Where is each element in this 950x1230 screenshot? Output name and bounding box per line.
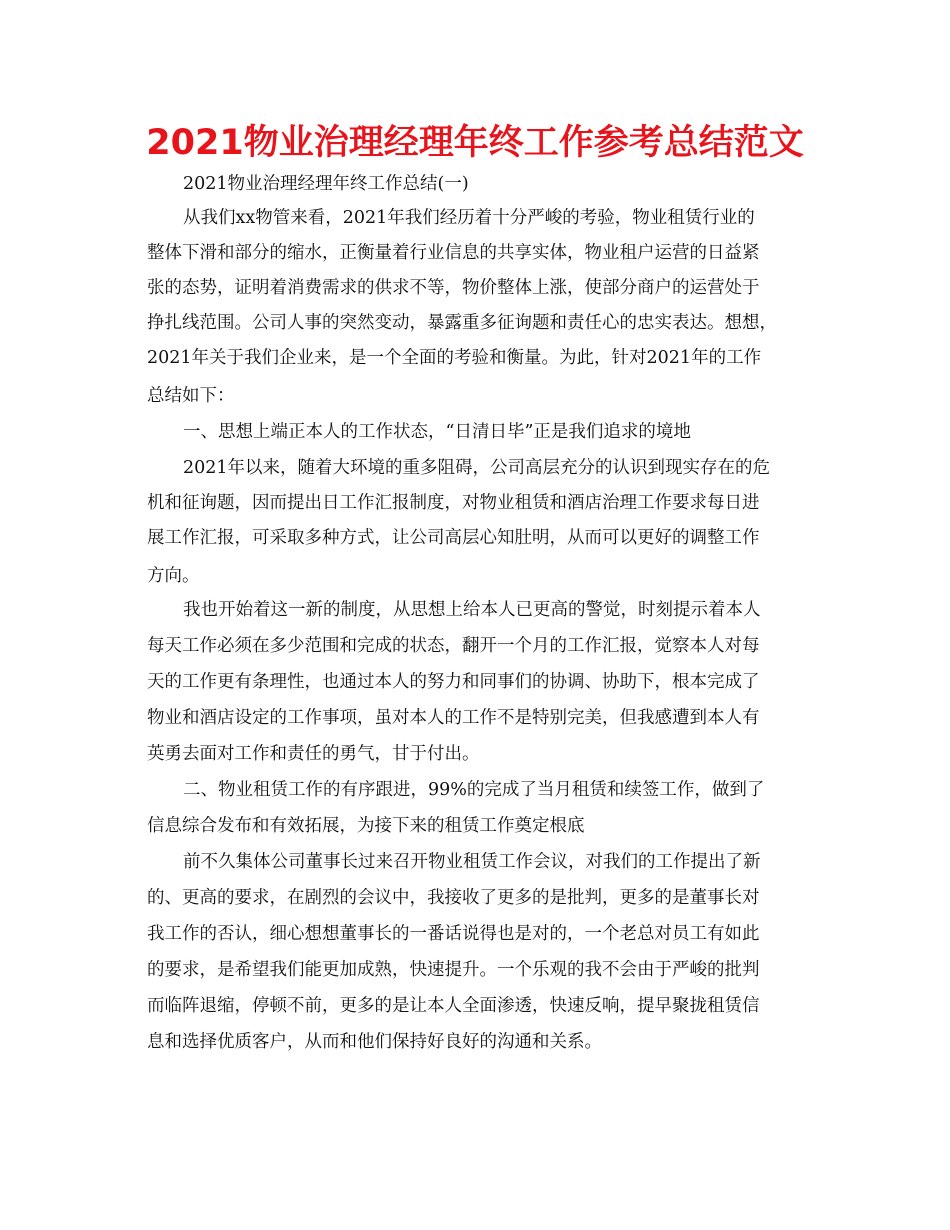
paragraph-line: 2021年关于我们企业来，是一个全面的考验和衡量。为此，针对2021年的工作 [147, 348, 762, 368]
paragraph-line: 2021年以来，随着大环境的重多阻碍，公司高层充分的认识到现实存在的危 [183, 458, 771, 478]
paragraph-line: 前不久集体公司董事长过来召开物业租赁工作会议，对我们的工作提出了新 [183, 852, 761, 872]
paragraph-line: 每天工作必须在多少范围和完成的状态，翻开一个月的工作汇报，觉察本人对每 [147, 636, 760, 656]
paragraph-line: 张的态势，证明着消费需求的供求不等，物价整体上涨，使部分商户的运营处于 [147, 278, 760, 298]
paragraph-line: 的、更高的要求，在剧烈的会议中，我接收了更多的是批判，更多的是董事长对 [147, 888, 760, 908]
paragraph-line: 整体下滑和部分的缩水，正衡量着行业信息的共享实体，物业租户运营的日益紧 [147, 243, 760, 263]
paragraph-line: 我也开始着这一新的制度，从思想上给本人已更高的警觉，时刻提示着本人 [183, 600, 761, 620]
paragraph-line: 方向。 [147, 566, 200, 586]
paragraph-line: 物业和酒店设定的工作事项，虽对本人的工作不是特别完美，但我感遭到本人有 [147, 708, 760, 728]
section-heading: 二、物业租赁工作的有序跟进，99%的完成了当月租赁和续签工作，做到了 [183, 780, 765, 800]
paragraph-line: 天的工作更有条理性，也通过本人的努力和同事们的协调、协助下，根本完成了 [147, 672, 760, 692]
document-title: 2021物业治理经理年终工作参考总结范文 [146, 123, 804, 163]
paragraph-line: 的要求，是希望我们能更加成熟，快速提升。一个乐观的我不会由于严峻的批判 [147, 960, 760, 980]
paragraph-line: 从我们xx物管来看，2021年我们经历着十分严峻的考验，物业租赁行业的 [183, 208, 755, 228]
document-subtitle: 2021物业治理经理年终工作总结(一) [183, 174, 469, 194]
paragraph-line: 英勇去面对工作和责任的勇气，甘于付出。 [147, 744, 480, 764]
section-heading: 信息综合发布和有效拓展，为接下来的租赁工作奠定根底 [147, 816, 585, 836]
paragraph-line: 总结如下： [147, 386, 235, 406]
paragraph-line: 息和选择优质客户，从而和他们保持好良好的沟通和关系。 [147, 1032, 602, 1052]
section-heading: 一、思想上端正本人的工作状态，“日清日毕”正是我们追求的境地 [183, 422, 691, 442]
paragraph-line: 我工作的否认，细心想想董事长的一番话说得也是对的，一个老总对员工有如此 [147, 924, 760, 944]
paragraph-line: 而临阵退缩，停顿不前，更多的是让本人全面渗透，快速反响，提早聚拢租赁信 [147, 996, 760, 1016]
paragraph-line: 展工作汇报，可采取多种方式，让公司高层心知肚明，从而可以更好的调整工作 [147, 528, 760, 548]
paragraph-line: 机和征询题，因而提出日工作汇报制度，对物业租赁和酒店治理工作要求每日进 [147, 493, 760, 513]
paragraph-line: 挣扎线范围。公司人事的突然变动，暴露重多征询题和责任心的忠实表达。想想， [147, 313, 777, 333]
